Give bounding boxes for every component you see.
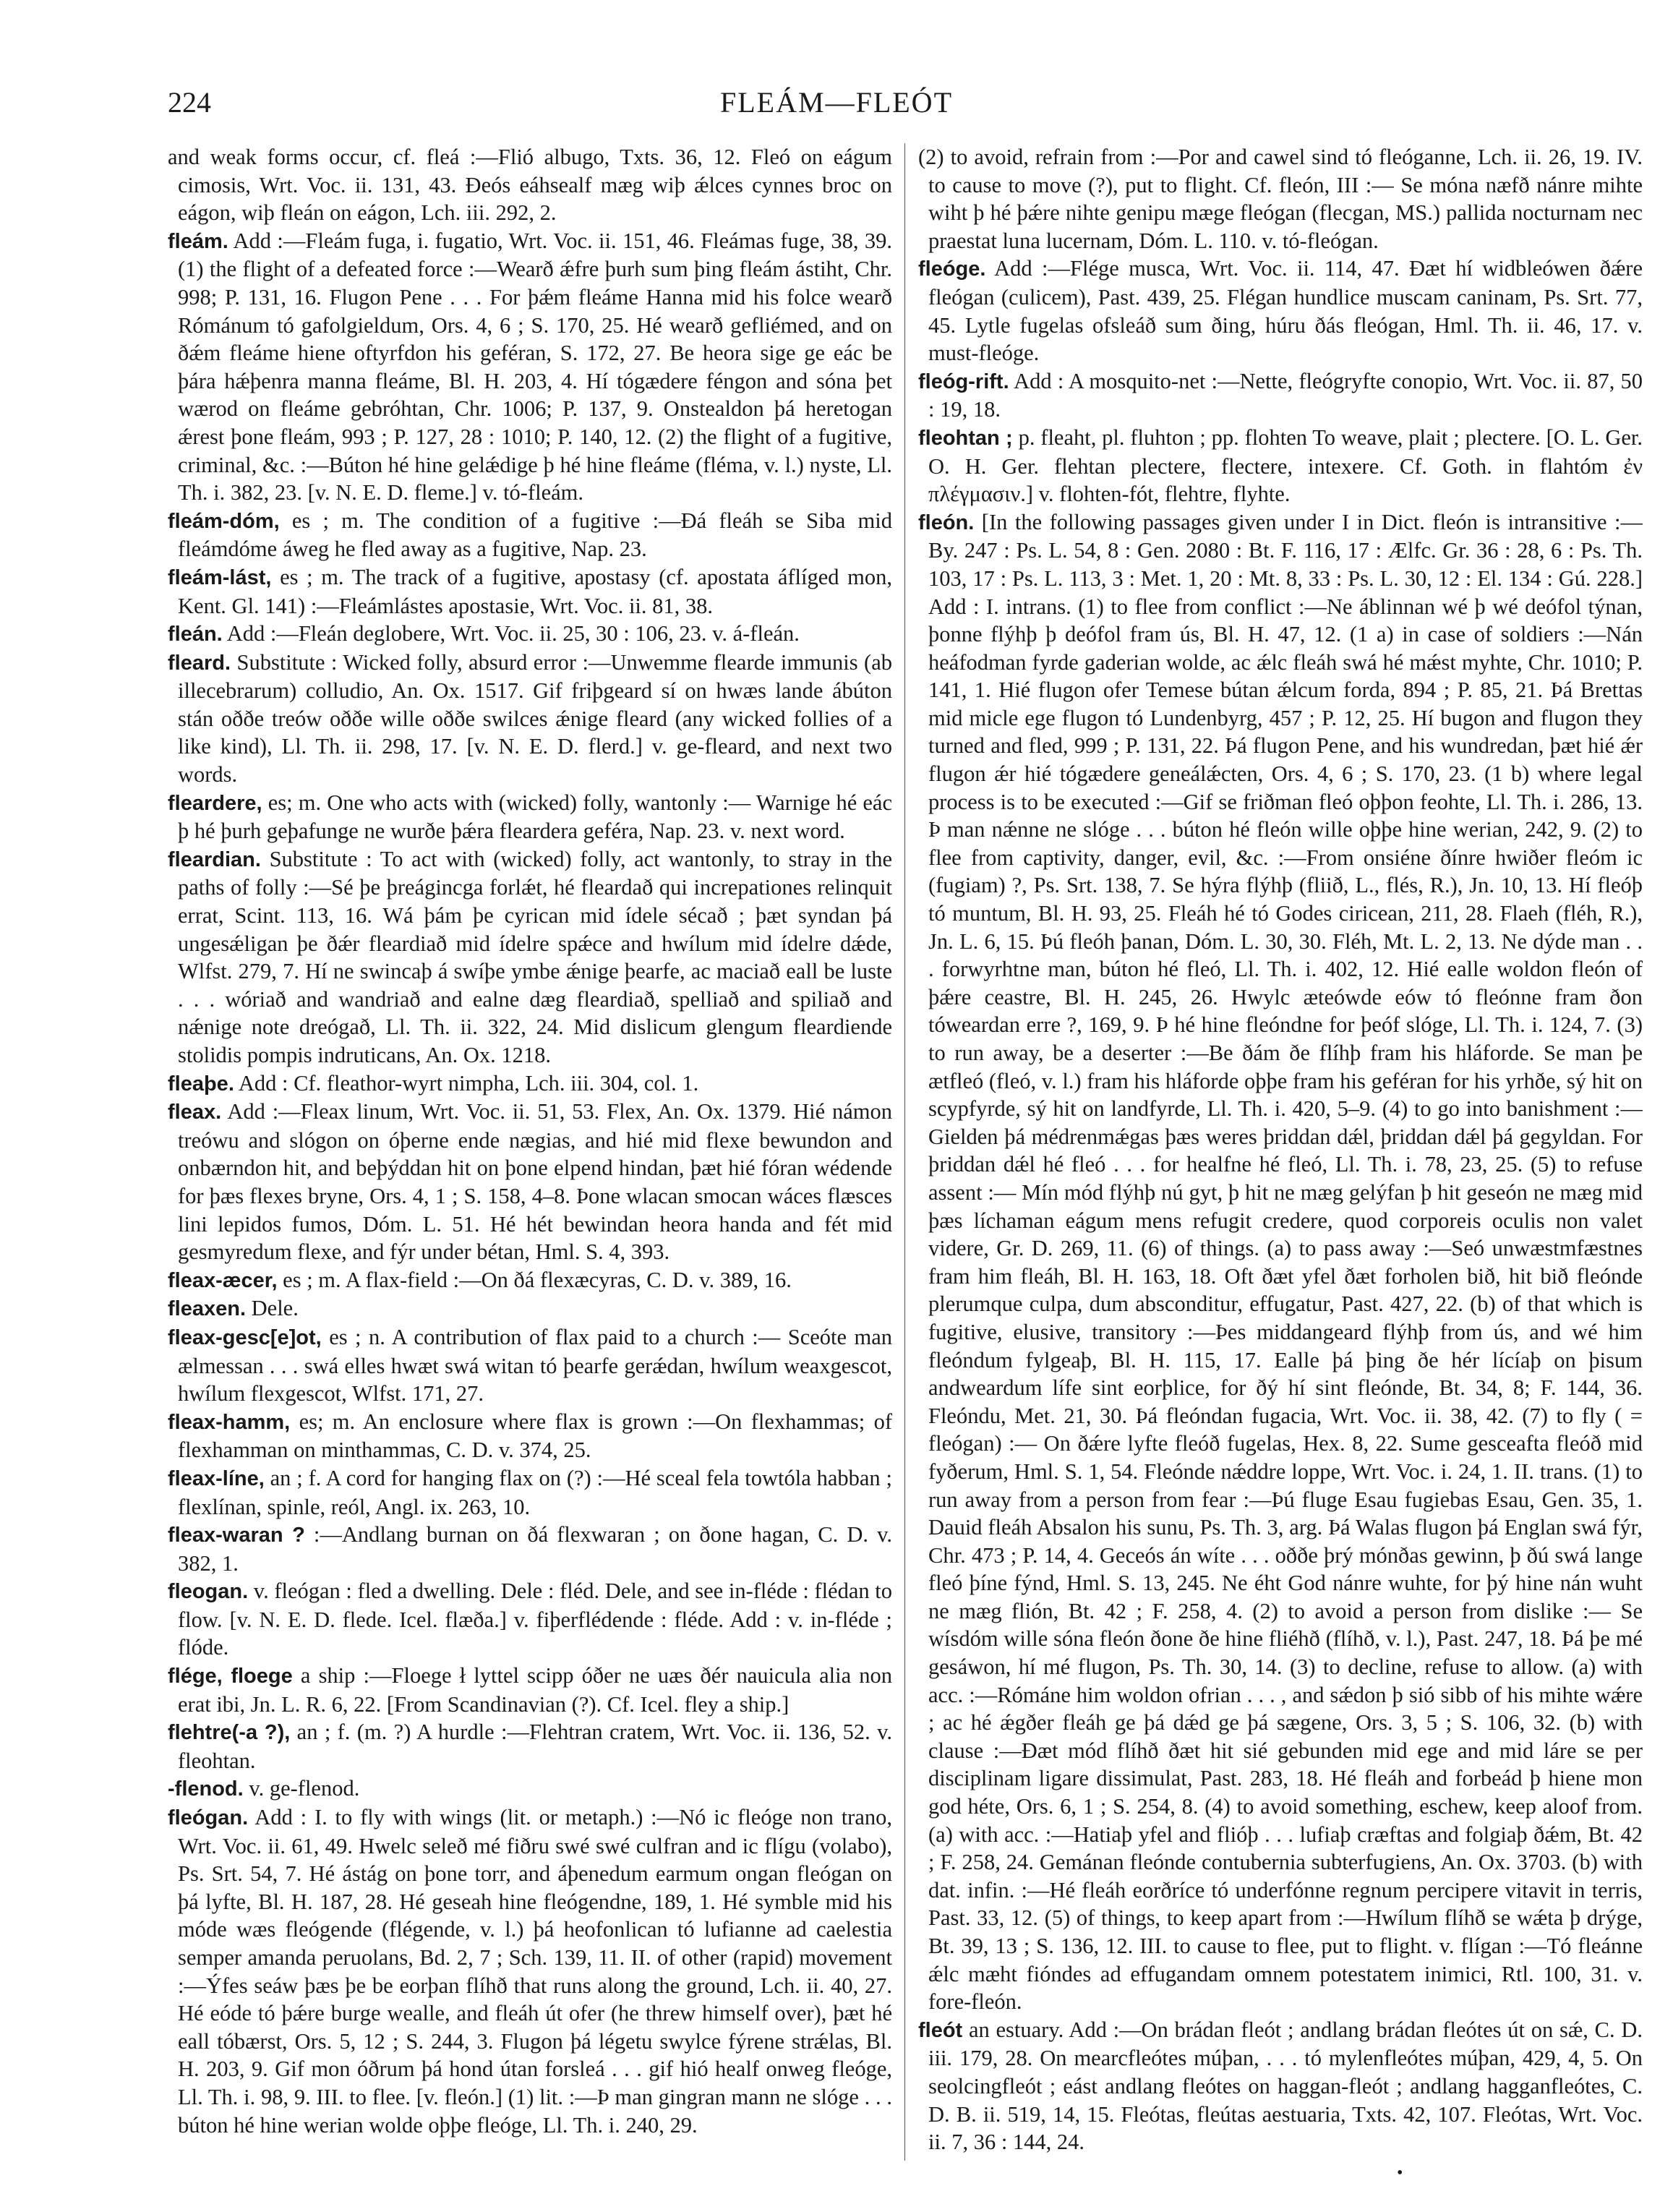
- headword: fleohtan ;: [918, 426, 1013, 450]
- dictionary-entry: [168, 563, 892, 620]
- dictionary-entry: [168, 1408, 892, 1464]
- headword: fleám.: [168, 229, 228, 253]
- entry-definition: Add :—Fleám fuga, i. fugatio, Wrt. Voc. ii. 151, 46. Fleámas fuge, 38, 39. (1) the flight of a defeated force :—Wearð ǽfre þurh sum þing fleám ástiht, Chr. 998; P. 131, 16. Flugon Pene . . . For þǽm fleáme Hanna mid his folce wearð Rómánum tó gafolgieldum, Ors. 4, 6 ; S. 170, 25. Hé wearð gefliémed, and on ðǽm fleáme hiene oftyrfdon his geféran, S. 172, 27. Be heora sige ge eác be þára hǽþenra manna fleáme, Bl. H. 203, 4. Hí tógædere féngon and sóna þet wærod on fleáme gebróhtan, Chr. 1006; P. 137, 9. Onstealdon þá heretogan ǽrest þone fleám, 993 ; P. 127, 28 : 1010; P. 140, 12. (2) the flight of a fugitive, criminal, &c. :—Búton hé hine gelǽdige þ hé hine fleáme (fléma, v. l.) nyste, Ll. Th. i. 382, 23. [v. N. E. D. fleme.] v. tó-fleám.: [178, 228, 892, 505]
- entry-definition: a ship :—Floege ł lyttel scipp óðer ne uæs ðér nauicula alia non erat ibi, Jn. L. R. 6, 22. [From Scandinavian (?). Cf. Icel. fley a ship.]: [178, 1663, 892, 1717]
- entry-definition: es ; m. The track of a fugitive, apostasy (cf. apostata áflíged mon, Kent. Gl. 141) :—Fleámlástes apostasie, Wrt. Voc. ii. 81, 38.: [178, 564, 892, 618]
- dictionary-entry: [168, 507, 892, 563]
- dictionary-entry: [168, 143, 892, 227]
- dictionary-entry: [918, 143, 1643, 255]
- headword: fleax.: [168, 1101, 222, 1124]
- dictionary-entry: [168, 1577, 892, 1662]
- entry-definition: Substitute : Wicked folly, absurd error :—Unwemme flearde immunis (ab illecebrarum) colludio, An. Ox. 1517. Gif friþgeard sí on hwæs lande ábúton stán oððe treów oððe wille oððe swilces ǽnige fleard (any wicked follies of a like kind), Ll. Th. ii. 298, 17. [v. N. E. D. flerd.] v. ge-fleard, and next two words.: [178, 649, 892, 787]
- dictionary-entry: [168, 1775, 892, 1803]
- dictionary-entry: [918, 424, 1643, 508]
- headword: fleám-lást,: [168, 565, 272, 589]
- headword: fleógan.: [168, 1806, 249, 1830]
- headword: fleax-waran ?: [168, 1524, 305, 1547]
- left-column: [168, 143, 892, 2168]
- headword: -flenod.: [168, 1777, 244, 1801]
- entry-definition: Substitute : To act with (wicked) folly, act wantonly, to stray in the paths of folly :—Sé þe þreágincga forlǽt, hé fleardað qui increpationes relinquit errat, Scint. 113, 16. Wá þám þe cyrican mid ídele sécað ; þæt syndan þá ungesǽligan þe ðǽr fleardiað mid ídelre spǽce and hwílum mid ídelre dǽde, Wlfst. 279, 7. Hí ne swincaþ á swíþe ymbe ǽnige þearfe, ac maciað eall be luste . . . wóriað and wandriað and ealne dæg fleardiað, spelliað and spiliað and nǽnige note dreógað, Ll. Th. ii. 322, 24. Mid dislicum glengum fleardiende stolidis pompis indruticans, An. Ox. 1218.: [178, 846, 892, 1067]
- headword: fleardere,: [168, 791, 262, 815]
- dictionary-entry: [168, 1464, 892, 1521]
- headword: fleax-æcer,: [168, 1268, 278, 1292]
- entry-definition: es; m. One who acts with (wicked) folly, wantonly :— Warnige hé eác þ hé þurh geþafunge ne wurðe þǽra fleardera geféra, Nap. 23. v. next word.: [178, 790, 892, 844]
- running-head: FLEÁM—FLEÓT: [720, 86, 953, 119]
- entry-definition: Add : Cf. fleathor-wyrt nimpha, Lch. iii. 304, col. 1.: [234, 1070, 699, 1096]
- entry-definition: and weak forms occur, cf. fleá :—Flió albugo, Txts. 36, 12. Fleó on eágum cimosis, Wrt. Voc. ii. 131, 43. Ðeós eáhsealf mæg wiþ ǽlces cynnes broc on eágon, wiþ fleán on eágon, Lch. iii. 292, 2.: [168, 145, 892, 226]
- entry-definition: :—Andlang burnan on ðá flexwaran ; on ðone hagan, C. D. v. 382, 1.: [178, 1522, 892, 1576]
- dictionary-entry: [918, 2016, 1643, 2156]
- headword: fleán.: [168, 623, 223, 646]
- entry-definition: es; m. An enclosure where flax is grown :—On flexhammas; of flexhamman on minthammas, C. D. v. 374, 25.: [178, 1409, 892, 1463]
- entry-definition: Add :—Flége musca, Wrt. Voc. ii. 114, 47. Ðæt hí widbleówen ðǽre fleógan (culicem), Past. 439, 25. Flégan hundlice muscam caninam, Ps. Srt. 77, 45. Lytle fugelas ofsleáð sum ðing, húru ðás fleógan, Hml. Th. ii. 46, 17. v. must-fleóge.: [928, 256, 1643, 366]
- entry-definition: Dele.: [246, 1296, 299, 1321]
- headword: fleót: [918, 2018, 963, 2042]
- headword: fleaxen.: [168, 1297, 246, 1321]
- dictionary-entry: [168, 1718, 892, 1775]
- headword: fleám-dóm,: [168, 509, 280, 533]
- entry-definition: Add :—Fleax linum, Wrt. Voc. ii. 51, 53. Flex, An. Ox. 1379. Hié námon treówu and slógon on óþerne ende nægias, and hié mid flexe bewundon and onbærndon hit, and beþýddan hit on þone elpend hindan, þæt hié fóran wédende for þæs flexes bryne, Ors. 4, 1 ; S. 158, 4–8. Þone wlacan smocan wáces flæsces lini lepidos fumos, Dóm. L. 51. Hé hét bewindan heora handa and fét mid gesmyredum flexe, and fýr under bétan, Hml. S. 4, 393.: [178, 1099, 892, 1265]
- page-number: 224: [168, 86, 211, 119]
- headword: fleón.: [918, 511, 975, 534]
- entry-definition: es ; m. A flax-field :—On ðá flexæcyras, C. D. v. 389, 16.: [277, 1267, 792, 1292]
- dictionary-entry: [168, 1069, 892, 1098]
- entry-definition: an estuary. Add :—On brádan fleót ; andlang brádan fleótes út on sǽ, C. D. iii. 179, 28. On mearcfleótes múþan, . . . tó mylenfleótes múþan, 429, 4, 5. On seolcingfleót ; eást andlang fleótes on haggan-fleót ; andlang hagganfleótes, C. D. B. ii. 519, 14, 15. Fleótas, fleútas aestuaria, Txts. 42, 107. Fleótas, Wrt. Voc. ii. 7, 36 : 144, 24.: [928, 2017, 1643, 2155]
- entry-definition: Add : A mosquito-net :—Nette, fleógryfte conopio, Wrt. Voc. ii. 87, 50 : 19, 18.: [928, 368, 1643, 422]
- dictionary-entry: [168, 845, 892, 1069]
- headword: flége, floege: [168, 1665, 293, 1688]
- dictionary-entry: [168, 1521, 892, 1577]
- entry-definition: es ; n. A contribution of flax paid to a church :— Sceóte man ælmessan . . . swá elles hwæt swá witan tó þearfe gerǽdan, hwílum weaxgescot, hwílum flexgescot, Wlfst. 171, 27.: [178, 1324, 892, 1406]
- entry-definition: es ; m. The condition of a fugitive :—Ðá fleáh se Siba mid fleámdóme áweg he fled away as a fugitive, Nap. 23.: [178, 508, 892, 562]
- dictionary-entry: [918, 255, 1643, 367]
- headword: fleax-hamm,: [168, 1410, 291, 1434]
- dictionary-entry: [168, 789, 892, 845]
- entry-definition: an ; f. A cord for hanging flax on (?) :—Hé sceal fela towtóla habban ; flexlínan, spinle, reól, Angl. ix. 263, 10.: [178, 1465, 892, 1519]
- dictionary-entry: [168, 1662, 892, 1718]
- dictionary-entry: [168, 1098, 892, 1266]
- dictionary-entry: [168, 1323, 892, 1408]
- dictionary-entry: [168, 1294, 892, 1323]
- footer-mark: •: [1397, 2164, 1403, 2182]
- headword: fleóg-rift.: [918, 370, 1009, 393]
- dictionary-entry: [168, 620, 892, 649]
- headword: fleardian.: [168, 847, 261, 871]
- dictionary-entry: [168, 1803, 892, 2139]
- headword: fleóge.: [918, 257, 986, 281]
- entry-definition: Add : I. to fly with wings (lit. or metaph.) :—Nó ic fleóge non trano, Wrt. Voc. ii. 61, 49. Hwelc seleð mé fiðru swé swé culfran and ic flígu (volabo), Ps. Srt. 54, 7. Hé ástág on þone torr, and áþenedum earmum ongan fleógan on þá lyfte, Bl. H. 187, 28. Hé geseah hine fleógendne, 189, 1. Hé symble mid his móde wæs fleógende (flégende, v. l.) þá heofonlican tó lufianne ad caelestia semper amanda peruolans, Bd. 2, 7 ; Sch. 139, 11. II. of other (rapid) movement :—Ýfes seáw þæs þe be eorþan flíhð that runs along the ground, Lch. ii. 40, 27. Hé eóde tó þǽre burge wealle, and fleáh út ofer (he threw himself over), þæt hé eall tóbærst, Ors. 5, 12 ; S. 244, 3. Flugon þá légetu swylce fýrene strǽlas, Bl. H. 203, 9. Gif mon óðrum þá hond útan forsleá . . . gif hió healf onweg fleóge, Ll. Th. i. 98, 9. III. to flee. [v. fleón.] (1) lit. :—Þ man gingran mann ne slóge . . . búton hé hine werian wolde oþþe fleóge, Ll. Th. i. 240, 29.: [178, 1805, 892, 2138]
- dictionary-entry: [918, 367, 1643, 424]
- entry-definition: v. fleógan : fled a dwelling. Dele : fléd. Dele, and see in-fléde : flédan to flow. [v. N. E. D. flede. Icel. flæða.] v. fiþerflédende : fléde. Add : v. in-fléde ; flóde.: [178, 1579, 892, 1660]
- entry-definition: an ; f. (m. ?) A hurdle :—Flehtran cratem, Wrt. Voc. ii. 136, 52. v. fleohtan.: [178, 1720, 892, 1773]
- entry-definition: [In the following passages given under I in Dict. fleón is intransitive :—By. 247 : Ps. L. 54, 8 : Gen. 2080 : Bt. F. 116, 17 : Ælfc. Gr. 36 : 28, 6 : Ps. Th. 103, 17 : Ps. L. 113, 3 : Met. 1, 20 : Mt. 8, 33 : Ps. L. 30, 12 : El. 134 : Gú. 228.] Add : I. intrans. (1) to flee from conflict :—Ne áblinnan wé þ wé deófol týnan, þonne flýhþ þ deófol fram ús, Bl. H. 47, 12. (1 a) in case of soldiers :—Nán heáfodman fyrde gaderian wolde, ac ǽlc fleáh swá hé mǽst myhte, Chr. 1010; P. 141, 1. Hié flugon ofer Temese bútan ǽlcum forda, 894 ; P. 85, 21. Þá Brettas mid micle ege flugon tó Lundenbyrg, 457 ; P. 12, 25. Hí bugon and flugon they turned and fled, 999 ; P. 131, 22. Þá flugon Pene, and his wundredan, þæt hié ǽr flugon ǽr hié tógædere geneálǽcten, Ors. 4, 6 ; S. 170, 23. (1 b) where legal process is to be executed :—Gif se friðman fleó oþþon feohte, Ll. Th. i. 286, 13. Þ man nǽnne ne slóge . . . búton hé fleón wille oþþe hine werian, 242, 9. (2) to flee from captivity, danger, evil, &c. :—From onsiéne ðínre hwiðer fleóm ic (fugiam) ?, Ps. Srt. 138, 7. Se hýra flýhþ (fliið, L., flés, R.), Jn. 10, 13. Hí fleóþ tó muntum, Bl. H. 93, 25. Fleáh hé tó Godes ciricean, 211, 28. Flaeh (fléh, R.), Jn. L. 6, 15. Þú fleóh þanan, Dóm. L. 30, 30. Fléh, Mt. L. 2, 13. Ne dýde man . . . forwyrhtne man, búton hé fleó, Ll. Th. i. 402, 12. Hié ealle woldon fleón of þǽre ceastre, Bl. H. 245, 26. Hwylc æteówde eów tó fleónne fram ðon tóweardan erre ?, 169, 9. Þ hé hine fleóndne for þeóf slóge, Ll. Th. i. 124, 7. (3) to run away, be a deserter :—Be ðám ðe flíhþ fram his hláforde. Se man þe ætfleó (fleó, v. l.) fram his hláforde oþþe fram his geféran for his yrhðe, sý hit on scypfyrde, sý hit on landfyrde, Ll. Th. i. 420, 5–9. (4) to go into banishment :—Gielden þá médrenmǽgas þæs weres þriddan dǽl, þriddan dǽl þá gegyldan. For þriddan dǽl hé fleó . . . for healfne hé fleó, Ll. Th. i. 78, 23, 25. (5) to refuse assent :— Mín mód flýhþ nú gyt, þ hit ne mæg gelýfan þ hit geseón ne mæg mid þæs líchaman eágum mens refugit credere, quod corporeis oculis non valet videre, Gr. D. 269, 11. (6) of things. (a) to pass away :—Seó unwæstmfæstnes fram him fleáh, Bl. H. 163, 18. Oft ðæt yfel ðæt forholen bið, hit bið fleónde plerumque culpa, dum absconditur, effugatur, Past. 427, 22. (b) of that which is fugitive, elusive, transitory :—Þes middangeard flýhþ from ús, and wé him fleóndum fylgeaþ, Bl. H. 115, 17. Ealle þá þing ðe hér lícíaþ on þisum andweardum lífe sint eorþlice, for ðý hí sint fleónde, Bt. 34, 8; F. 144, 36. Fleóndu, Met. 21, 30. Þá fleóndan fugacia, Wrt. Voc. ii. 38, 42. (7) to fly ( = fleógan) :— On ðǽre lyfte fleóð fugelas, Hex. 8, 22. Sume gesceafta fleóð mid fyðerum, Hml. S. 1, 54. Fleónde nǽddre loppe, Wrt. Voc. i. 24, 1. II. trans. (1) to run away from a person from fear :—Þú fluge Esau fugiebas Esau, Gen. 35, 1. Dauid fleáh Absalon his sunu, Ps. Th. 3, arg. Þá Walas flugon þá Englan swá fýr, Chr. 473 ; P. 14, 4. Geceós án wíte . . . oððe þrý mónðas gewinn, þ ðú swá lange fleó þíne fýnd, Hml. S. 13, 245. Ne éht God nánre wuhte, for þý hine nán wuht ne mæg flión, Bt. 42 ; F. 258, 4. (2) to avoid a person from dislike :— Se wísdóm wille sóna fleón ðone ðe hine fliéhð (flíhð, v. l.), Past. 247, 18. Þá þe mé gesáwon, hí mé flugon, Ps. Th. 30, 14. (3) to decline, refuse to allow. (a) with acc. :—Rómáne him woldon ofrian . . . , and sǽdon þ sió sibb of his mihte wǽre ; ac hé ǽgðer fleáh ge þá dǽd ge þá sægene, Ors. 3, 5 ; S. 106, 32. (b) with clause :—Ðæt mód flíhð ðæt hit sié gebunden mid ege and mid láre se per disciplinam ligare dissimulat, Past. 283, 18. Hé fleáh and forbeád þ hiene mon god héte, Ors. 6, 1 ; S. 254, 8. (4) to avoid something, eschew, keep aloof from. (a) with acc. :—Hatiaþ yfel and flióþ . . . lufiaþ cræftas and folgiaþ ðǽm, Bt. 42 ; F. 258, 24. Gemánan fleónde contubernia subterfugiens, An. Ox. 3703. (b) with dat. infin. :—Hé fleáh eorðríce tó underfónne regnum percipere vitavit in terris, Past. 33, 12. (5) of things, to keep apart from :—Hwílum flíhð se wǽta þ drýge, Bt. 39, 13 ; S. 136, 12. III. to cause to flee, put to flight. v. flígan :—Tó fleánne ǽlc mæht fióndes ad effugandam omnem potestatem inimici, Rtl. 100, 31. v. fore-fleón.: [928, 509, 1643, 2015]
- dictionary-entry: [918, 508, 1643, 2016]
- dictionary-entry: [168, 227, 892, 507]
- entry-definition: (2) to avoid, refrain from :—Por and cawel sind tó fleóganne, Lch. ii. 26, 19. IV. to cause to move (?), put to flight. Cf. fleón, III :— Se móna næfð nánre mihte wiht þ hé þǽre nihte genipu mæge fleógan (flecgan, MS.) pallida nocturnam nec praestat luna lucernam, Dóm. L. 110. v. tó-fleógan.: [918, 145, 1643, 253]
- column-divider: [904, 143, 905, 2161]
- right-column: [918, 143, 1643, 2168]
- headword: fleard.: [168, 651, 231, 675]
- entry-definition: v. ge-flenod.: [243, 1776, 360, 1801]
- headword: flehtre(-a ?),: [168, 1721, 291, 1745]
- headword: fleogan.: [168, 1580, 249, 1604]
- entry-definition: Add :—Fleán deglobere, Wrt. Voc. ii. 25, 30 : 106, 23. v. á-fleán.: [222, 621, 800, 646]
- headword: fleax-líne,: [168, 1466, 265, 1490]
- headword: fleax-gesc[e]ot,: [168, 1325, 322, 1349]
- headword: fleaþe.: [168, 1072, 234, 1096]
- dictionary-entry: [168, 649, 892, 789]
- dictionary-entry: [168, 1266, 892, 1295]
- entry-definition: p. fleaht, pl. fluhton ; pp. flohten To weave, plait ; plectere. [O. L. Ger. O. H. Ger. flehtan plectere, flectere, intexere. Cf. Goth. in flahtóm ἐν πλέγμασιν.] v. flohten-fót, flehtre, flyhte.: [928, 424, 1643, 507]
